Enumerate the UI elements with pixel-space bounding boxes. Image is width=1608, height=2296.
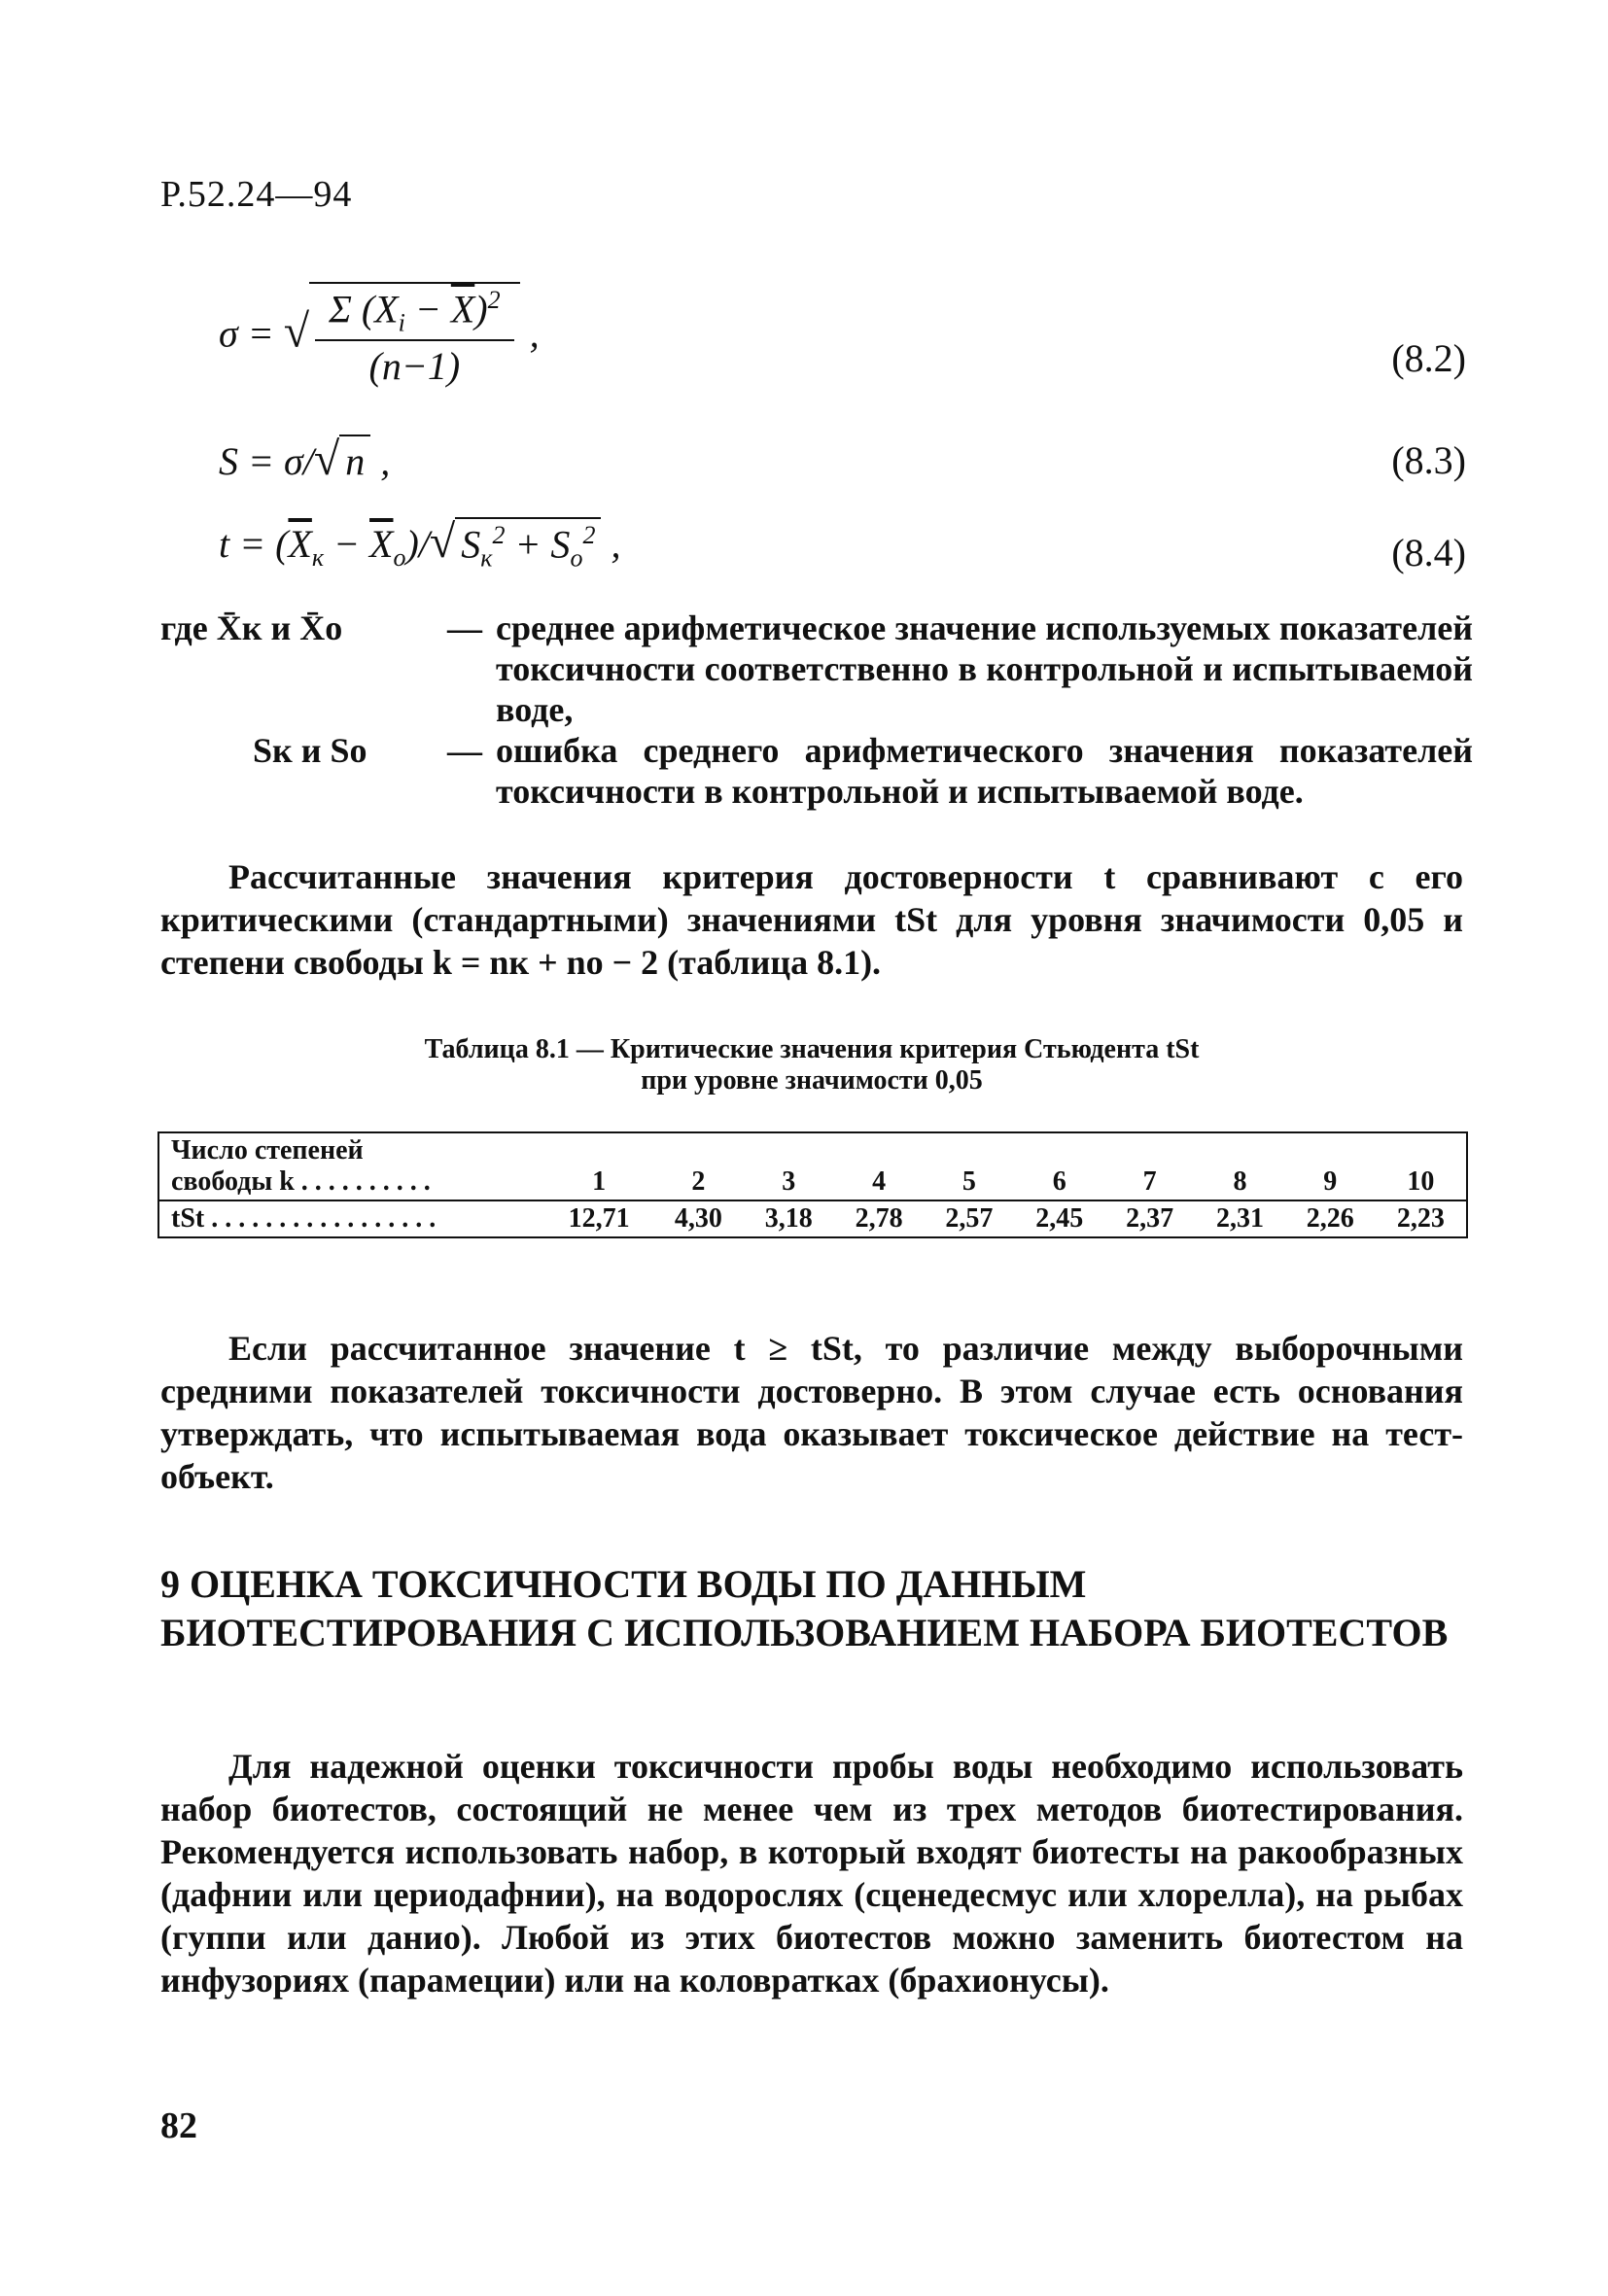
formula-number-8-4: (8.4) (1391, 531, 1466, 574)
definition-text: среднее арифметическое значение используемых показателей токсичности соответственно в контрольной и испытываемой воде, (496, 609, 1473, 729)
table-caption (160, 1034, 1463, 1096)
paragraph-conclusion-text: Если рассчитанное значение t ≥ tSt, то различие между выборочными средними показателей токсичности достоверно. В этом случае есть основания утверждать, что испытываемая вода оказывает токсическое действие на тест-объект. (160, 1329, 1463, 1496)
table-row-label: tSt . . . . . . . . . . . . . . . . . (158, 1200, 544, 1237)
definition-row (160, 730, 1473, 812)
table-caption-line-1: Таблица 8.1 — Критические значения критерия Стьюдента tSt (424, 1034, 1200, 1064)
document-code: Р.52.24—94 (160, 174, 353, 215)
table-caption-line-2: при уровне значимости 0,05 (641, 1065, 983, 1096)
definition-term: где X̄к и X̄о (160, 609, 343, 647)
table-cell: 2,45 (1014, 1200, 1104, 1237)
table-cell: 3,18 (744, 1200, 834, 1237)
table-cell: 6 (1052, 1166, 1066, 1197)
definition-row (160, 608, 1473, 730)
table-cell: 8 (1233, 1166, 1247, 1197)
table-cell: 2,78 (834, 1200, 925, 1237)
formula-sigma: σ = √ $\frac{\Sigma (X_i - \overline{X})^2}{(n-1)}$ , (219, 282, 540, 389)
definition-term: Sк и Sо (253, 731, 367, 770)
table-cell: 3 (782, 1166, 796, 1197)
section-heading: 9 ОЦЕНКА ТОКСИЧНОСТИ ВОДЫ ПО ДАННЫМ БИОТЕСТИРОВАНИЯ С ИСПОЛЬЗОВАНИЕМ НАБОРА БИОТЕСТОВ (160, 1562, 1449, 1654)
definitions-block (160, 608, 1473, 812)
paragraph-criterion (160, 855, 1463, 984)
table-cell: 2,23 (1376, 1200, 1467, 1237)
definition-dash: — (447, 609, 482, 647)
definition-text: ошибка среднего арифметического значения показателей токсичности в контрольной и испытываемой воде. (496, 731, 1473, 811)
formula-standard-error: S = σ/√ n , (219, 434, 391, 485)
table-cell: 2,31 (1195, 1200, 1285, 1237)
table-row-label: Число степеней свободы k . . . . . . . . . . (171, 1135, 431, 1197)
table-cell: 7 (1142, 1166, 1157, 1197)
definition-dash: — (447, 731, 482, 770)
table-cell: 5 (961, 1166, 976, 1197)
formula-number-8-2: (8.2) (1391, 336, 1466, 380)
table-row-t-values (158, 1200, 1467, 1237)
table-cell: 2,37 (1104, 1200, 1195, 1237)
table-row-degrees-of-freedom (158, 1132, 1467, 1200)
paragraph-biotests-text: Для надежной оценки токсичности пробы воды необходимо использовать набор биотестов, состоящий не менее чем из трех методов биотестирования. Рекомендуется использовать набор, в который входят биотесты на ракообразных (дафнии или цериодафнии), на водорослях (сценедесмус или хлорелла), на рыбах (гуппи или данио). Любой из этих биотестов можно заменить биотестом на инфузориях (парамеции) или на коловратках (брахионусы). (160, 1747, 1463, 2000)
table-cell: 10 (1407, 1166, 1435, 1197)
student-critical-values-table (157, 1131, 1468, 1238)
page-number: 82 (160, 2105, 197, 2146)
table-cell: 9 (1323, 1166, 1338, 1197)
paragraph-criterion-text: Рассчитанные значения критерия достоверности t сравнивают с его критическими (стандартными) значениями tSt для уровня значимости 0,05 и степени свободы k = nк + nо − 2 (таблица 8.1). (160, 857, 1463, 982)
table-cell: 1 (592, 1166, 607, 1197)
formula-t-criterion: $t = (\overline{X}_к - \overline{X}_о)/√$ $S_к^2 + S_о^2$ , (219, 516, 621, 572)
paragraph-biotests (160, 1745, 1463, 2001)
table-cell: 2 (691, 1166, 706, 1197)
paragraph-conclusion (160, 1327, 1463, 1498)
table-cell: 12,71 (544, 1200, 653, 1237)
table-cell: 2,26 (1285, 1200, 1376, 1237)
formula-number-8-3: (8.3) (1391, 438, 1466, 482)
table-cell: 4,30 (653, 1200, 744, 1237)
table-cell: 2,57 (925, 1200, 1015, 1237)
table-cell: 4 (872, 1166, 887, 1197)
